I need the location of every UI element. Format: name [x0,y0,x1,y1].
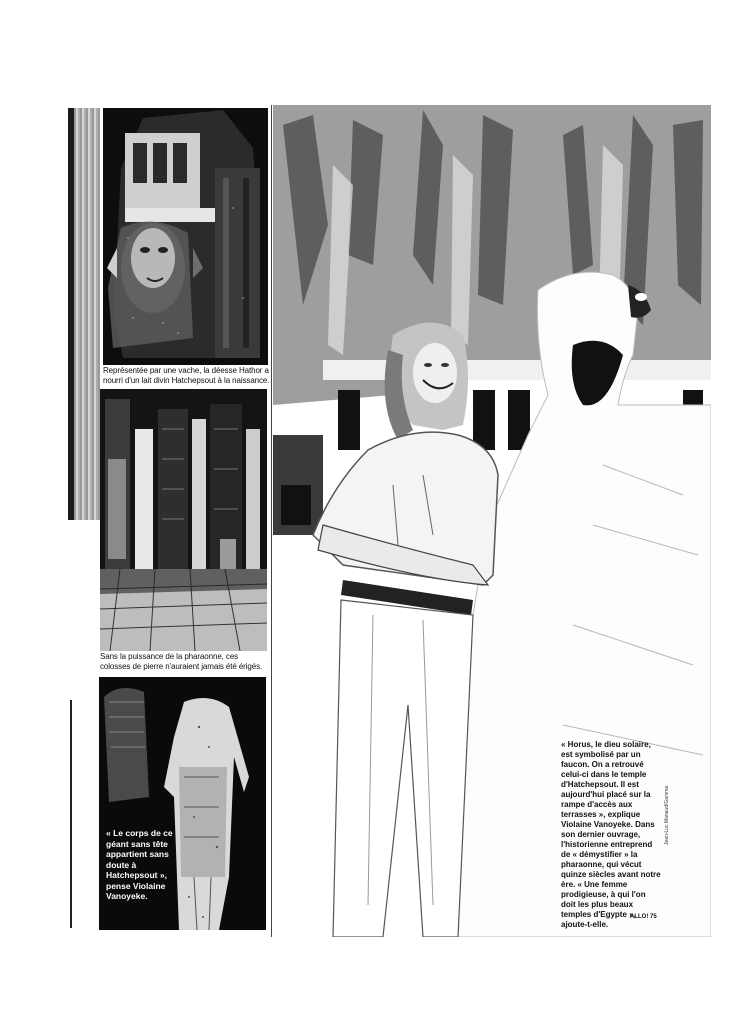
page-edge-photo-fragment [74,108,100,520]
statue-quote: « Le corps de ce géant sans tête appartient sans doute à Hatchepsout », pense Violaine Vanoyeke. [106,828,173,901]
hathor-capital-photo [103,108,268,365]
column-divider [271,105,272,937]
horus-quote: « Horus, le dieu solaire, est symbolisé par un faucon. On a retrouvé celui-ci dans le temple d'Hatchepsout. Il est aujourd'hui placé sur la rampe d'accès aux terrasses », explique Violaine Vanoyeke. Dans son dernier ouvrage, l'historienne entreprend de « démystifier » la pharaonne, qui vécut quinze siècles avant notre ère. « Une femme prodigieuse, à qui l'on doit les plus beaux temples d'Egypte », ajoute-t-elle. [561,740,661,929]
colonnade-caption: Sans la puissance de la pharaonne, ces colosses de pierre n'auraient jamais été érigés. [100,652,263,671]
page-edge-line [70,700,72,928]
hathor-caption: Représentée par une vache, la déesse Hathor a nourri d'un lait divin Hatchepsout à la naissance. [103,366,270,385]
colonnade-photo [100,389,267,651]
photo-credit: Jean-Luc Manaud/Gamma [664,785,670,845]
page-folio: ALLO! 75 [630,914,657,920]
